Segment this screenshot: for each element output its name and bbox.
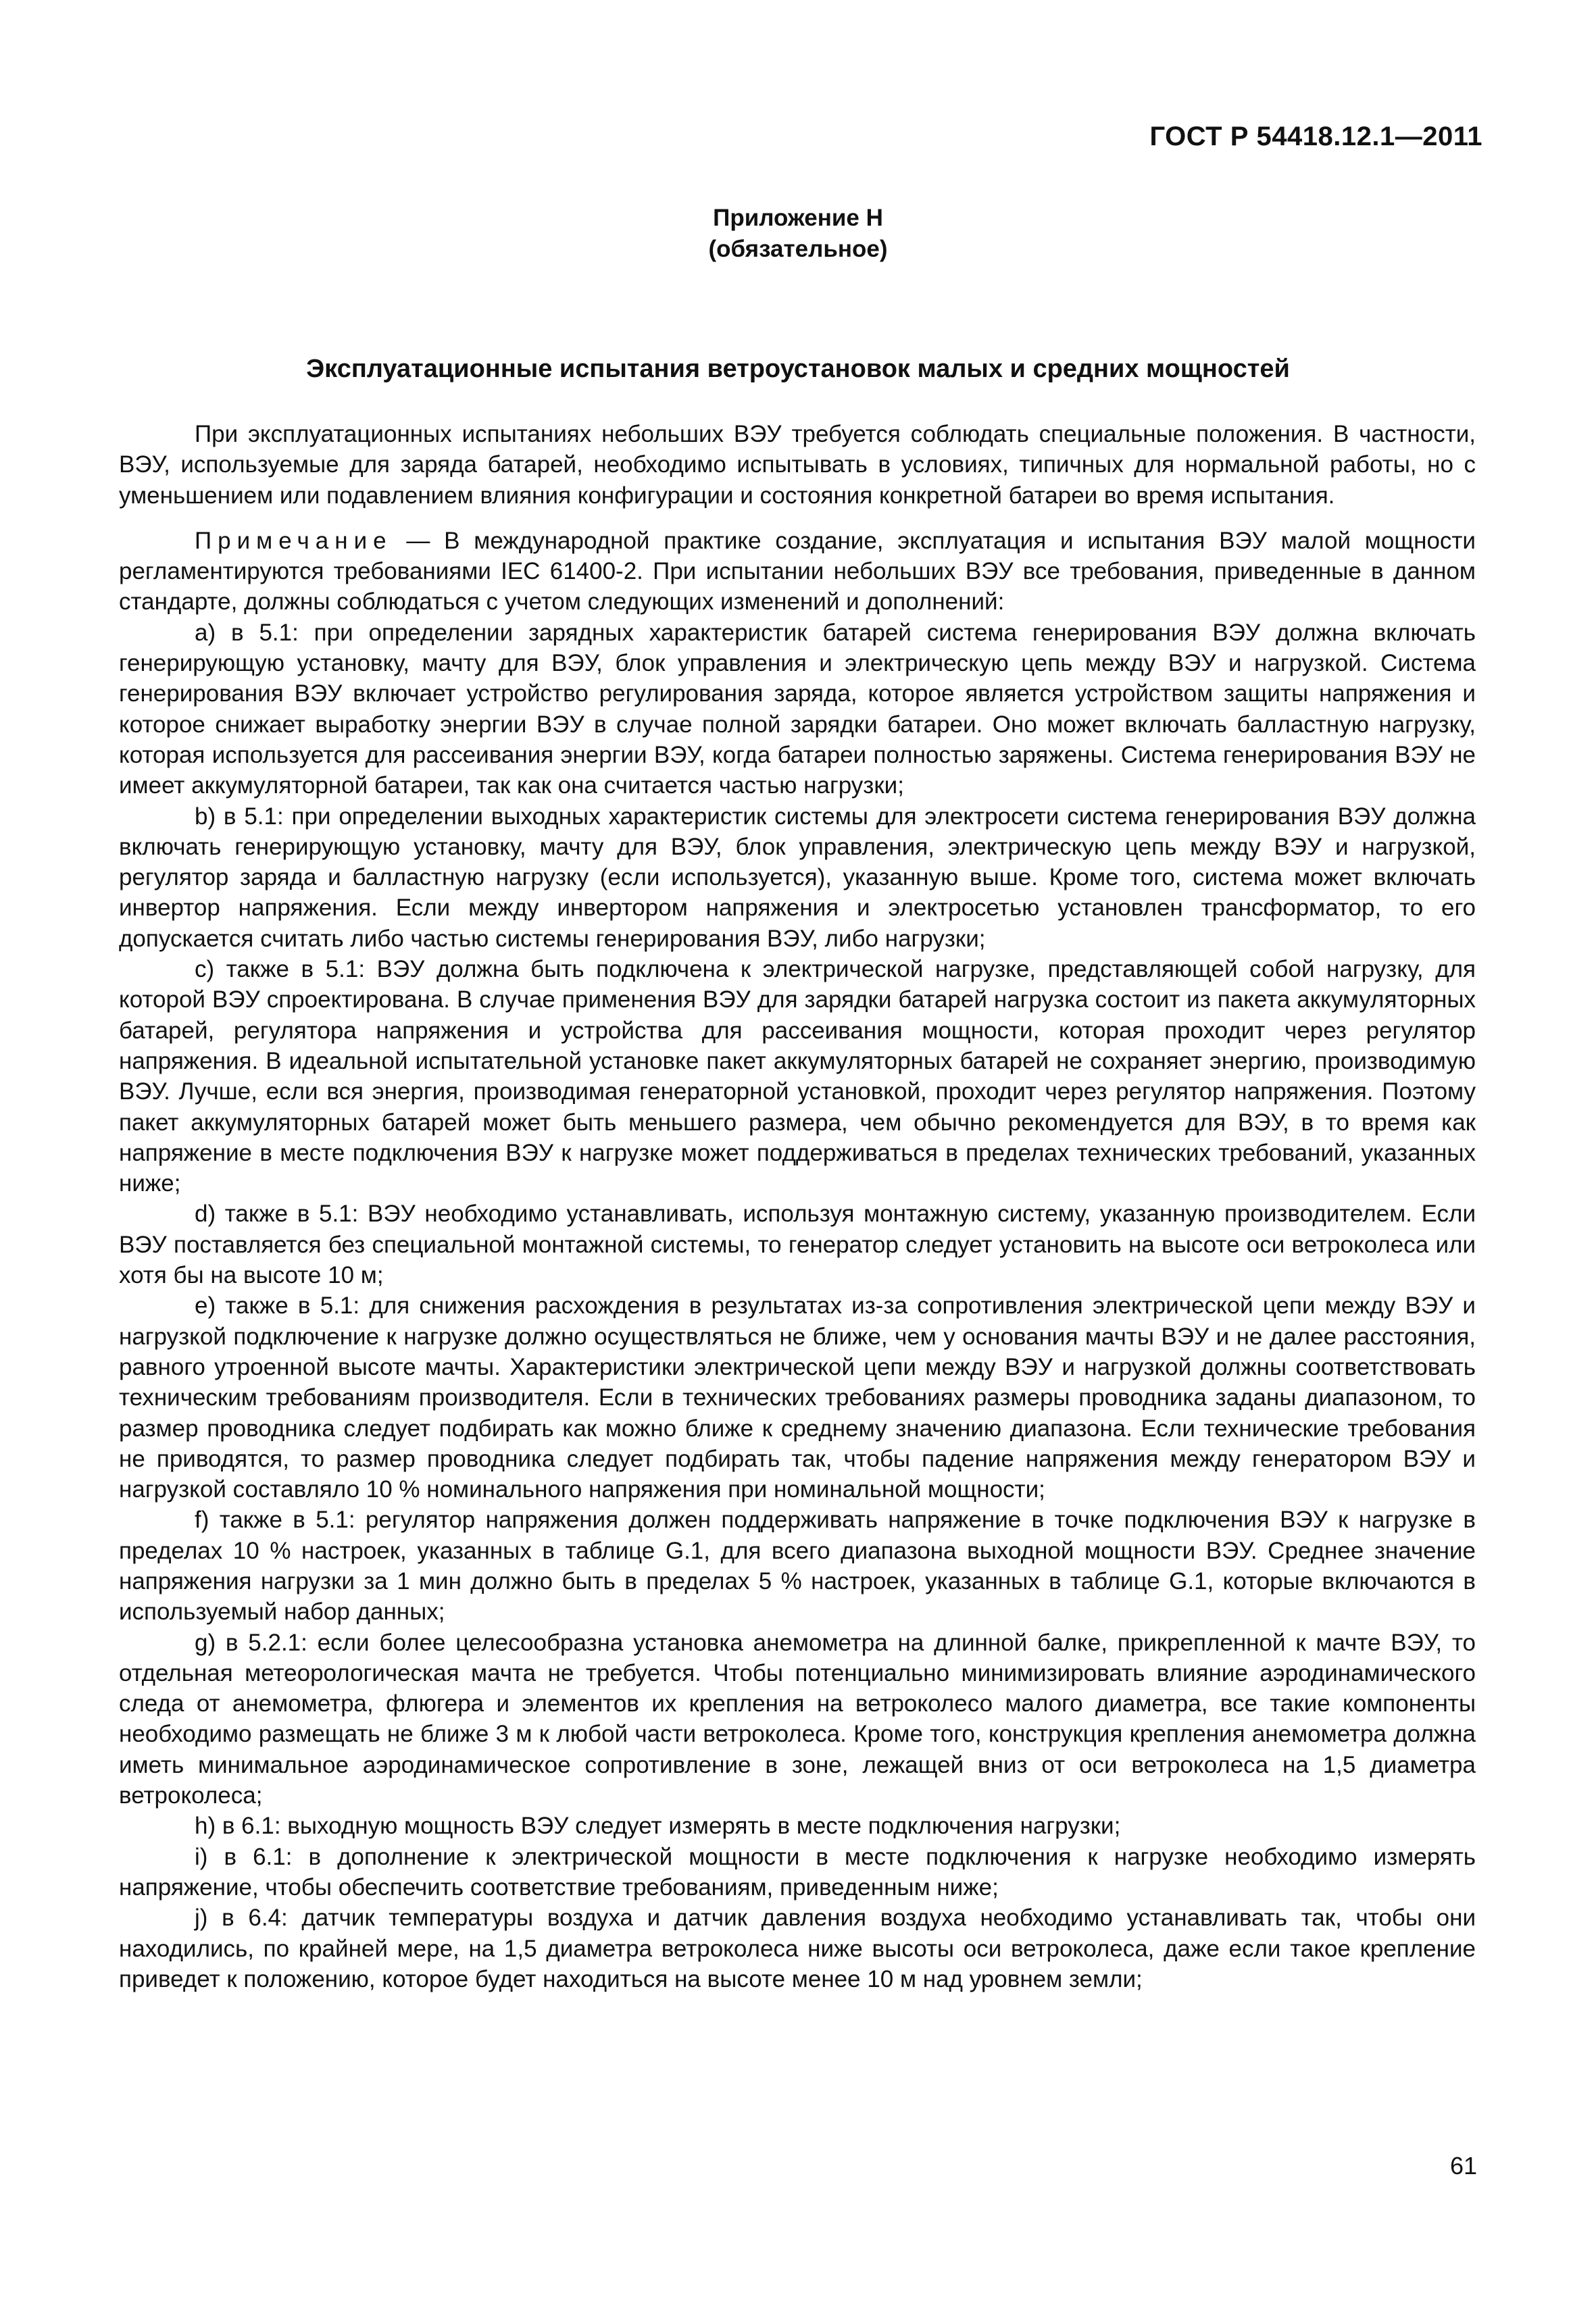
standard-code-header: ГОСТ Р 54418.12.1—2011	[1149, 122, 1482, 151]
list-item-e: е) также в 5.1: для снижения расхождения в результатах из-за сопротивления электрической цепи между ВЭУ и нагрузкой подключение к нагрузке должно осуществляться не ближе, чем у основания мачты ВЭУ и не далее расстояния, равного утроенной высоте мачты. Характеристики электрической цепи между ВЭУ и нагрузкой должны соответствовать техническим требованиям производителя. Если в технических требованиях размеры проводника заданы диапазоном, то размер проводника следует подбирать как можно ближе к среднему значению диапазона. Если технические требования не приводятся, то размер проводника следует подбирать так, чтобы падение напряжения между генератором ВЭУ и нагрузкой составляло 10 % номинального напряжения при номинальной мощности;	[119, 1292, 1476, 1503]
appendix-title: Приложение Н	[713, 205, 883, 231]
list-item-d: d) также в 5.1: ВЭУ необходимо устанавливать, используя монтажную систему, указанную производителем. Если ВЭУ поставляется без специальной монтажной системы, то генератор следует установить на высоте оси ветроколеса или хотя бы на высоте 10 м;	[119, 1201, 1476, 1289]
intro-paragraph: При эксплуатационных испытаниях небольших ВЭУ требуется соблюдать специальные положения. В частности, ВЭУ, используемые для заряда батарей, необходимо испытывать в условиях, типичных для нормальной работы, но с уменьшением или подавлением влияния конфигурации и состояния конкретной батареи во время испытания.	[119, 421, 1476, 509]
note-paragraph	[119, 526, 1476, 618]
note-text: — В международной практике создание, эксплуатация и испытания ВЭУ малой мощности регламентируются требованиями IEC 61400-2. При испытании небольших ВЭУ все требования, приведенные в данном стандарте, должны соблюдаться с учетом следующих изменений и дополнений:	[119, 527, 1476, 615]
list-item-a: а) в 5.1: при определении зарядных характеристик батарей система генерирования ВЭУ должна включать генерирующую установку, мачту для ВЭУ, блок управления и электрическую цепь между ВЭУ и нагрузкой. Система генерирования ВЭУ включает устройство регулирования заряда, которое является устройством защиты напряжения и которое снижает выработку энергии ВЭУ в случае полной зарядки батареи. Оно может включать балластную нагрузку, которая используется для рассеивания энергии ВЭУ, когда батареи полностью заряжены. Система генерирования ВЭУ не имеет аккумуляторной батареи, так как она считается частью нагрузки;	[119, 619, 1476, 799]
page-number: 61	[1449, 2152, 1477, 2180]
list-item-i: i) в 6.1: в дополнение к электрической мощности в месте подключения к нагрузке необходимо измерять напряжение, чтобы обеспечить соответствие требованиям, приведенным ниже;	[119, 1843, 1476, 1901]
list-item-c: с) также в 5.1: ВЭУ должна быть подключена к электрической нагрузке, представляющей собой нагрузку, для которой ВЭУ спроектирована. В случае применения ВЭУ для зарядки батарей нагрузка состоит из пакета аккумуляторных батарей, регулятора напряжения и устройства для рассеивания мощности, которая проходит через регулятор напряжения. В идеальной испытательной установке пакет аккумуляторных батарей не сохраняет энергию, производимую ВЭУ. Лучше, если вся энергия, производимая генераторной установкой, проходит через регулятор напряжения. Поэтому пакет аккумуляторных батарей может быть меньшего размера, чем обычно рекомендуется для ВЭУ, в то время как напряжение в месте подключения ВЭУ к нагрузке может поддерживаться в пределах технических требований, указанных ниже;	[119, 956, 1476, 1197]
note-label: Примечание	[195, 527, 393, 554]
appendix-heading	[0, 203, 1596, 265]
list-item-g: g) в 5.2.1: если более целесообразна установка анемометра на длинной балке, прикрепленной к мачте ВЭУ, то отдельная метеорологическая мачта не требуется. Чтобы потенциально минимизировать влияние аэродинамического следа от анемометра, флюгера и элементов их крепления на ветроколесо малого диаметра, все такие компоненты необходимо размещать не ближе 3 м к любой части ветроколеса. Кроме того, конструкция крепления анемометра должна иметь минимальное аэродинамическое сопротивление в зоне, лежащей вниз от оси ветроколеса на 1,5 диаметра ветроколеса;	[119, 1629, 1476, 1809]
list-item-h: h) в 6.1: выходную мощность ВЭУ следует измерять в месте подключения нагрузки;	[195, 1813, 1121, 1840]
list-item-f: f) также в 5.1: регулятор напряжения должен поддерживать напряжение в точке подключения ВЭУ к нагрузке в пределах 10 % настроек, указанных в таблице G.1, для всего диапазона выходной мощности ВЭУ. Среднее значение напряжения нагрузки за 1 мин должно быть в пределах 5 % настроек, указанных в таблице G.1, которые включаются в используемый набор данных;	[119, 1507, 1476, 1626]
list-item-j: j) в 6.4: датчик температуры воздуха и датчик давления воздуха необходимо устанавливать так, чтобы они находились, по крайней мере, на 1,5 диаметра ветроколеса ниже высоты оси ветроколеса, даже если такое крепление приведет к положению, которое будет находиться на высоте менее 10 м над уровнем земли;	[119, 1905, 1476, 1992]
list-item-b: b) в 5.1: при определении выходных характеристик системы для электросети система генерирования ВЭУ должна включать генерирующую установку, мачту для ВЭУ, блок управления, электрическую цепь между ВЭУ и нагрузкой, регулятор заряда и балластную нагрузку (если используется), указанную выше. Кроме того, система может включать инвертор напряжения. Если между инвертором напряжения и электросетью установлен трансформатор, то его допускается считать либо частью системы генерирования ВЭУ, либо нагрузки;	[119, 803, 1476, 952]
document-body	[119, 419, 1476, 1994]
appendix-status: (обязательное)	[708, 236, 888, 262]
document-title: Эксплуатационные испытания ветроустановок малых и средних мощностей	[306, 355, 1290, 383]
